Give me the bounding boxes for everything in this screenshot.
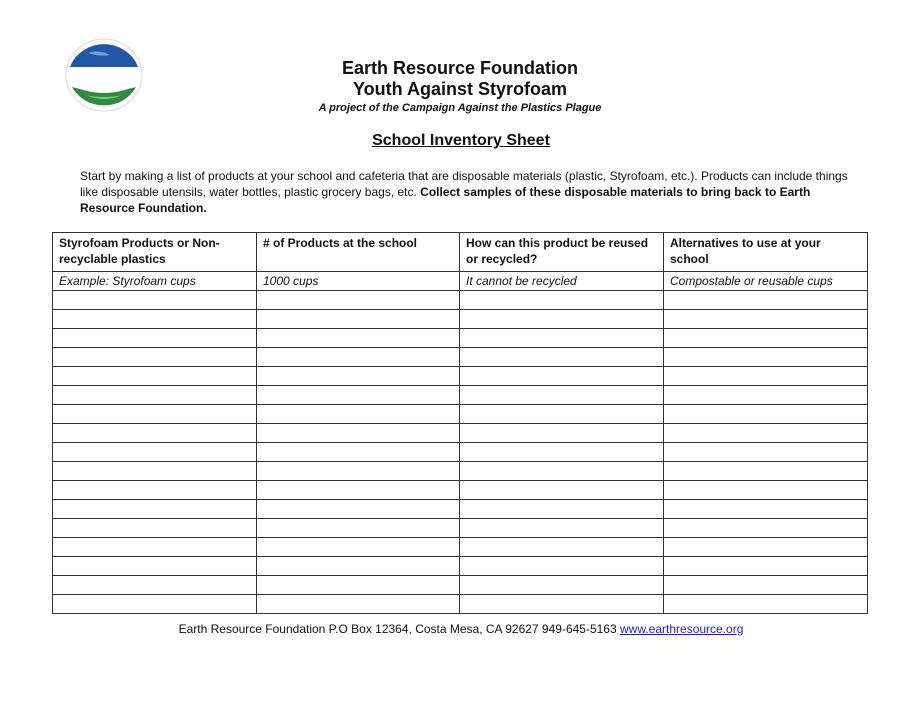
blank-cell[interactable] bbox=[53, 595, 257, 614]
blank-cell[interactable] bbox=[257, 367, 460, 386]
table-row bbox=[53, 595, 868, 614]
blank-cell[interactable] bbox=[257, 310, 460, 329]
blank-cell[interactable] bbox=[664, 519, 868, 538]
blank-cell[interactable] bbox=[460, 424, 664, 443]
blank-cell[interactable] bbox=[460, 291, 664, 310]
table-row bbox=[53, 519, 868, 538]
blank-cell[interactable] bbox=[664, 576, 868, 595]
blank-cell[interactable] bbox=[460, 405, 664, 424]
blank-cell[interactable] bbox=[53, 576, 257, 595]
table-row bbox=[53, 405, 868, 424]
blank-cell[interactable] bbox=[53, 519, 257, 538]
blank-cell[interactable] bbox=[53, 405, 257, 424]
blank-cell[interactable] bbox=[257, 557, 460, 576]
table-row bbox=[53, 500, 868, 519]
blank-cell[interactable] bbox=[664, 291, 868, 310]
blank-cell[interactable] bbox=[664, 443, 868, 462]
table-row bbox=[53, 443, 868, 462]
tagline: A project of the Campaign Against the Plastics Plague bbox=[318, 102, 602, 114]
table-row bbox=[53, 462, 868, 481]
blank-cell[interactable] bbox=[664, 538, 868, 557]
blank-cell[interactable] bbox=[460, 576, 664, 595]
document-header bbox=[200, 58, 720, 115]
example-reuse-cell: It cannot be recycled bbox=[460, 272, 664, 291]
example-row bbox=[53, 272, 868, 291]
blank-cell[interactable] bbox=[53, 538, 257, 557]
blank-cell[interactable] bbox=[460, 519, 664, 538]
blank-cell[interactable] bbox=[53, 462, 257, 481]
blank-cell[interactable] bbox=[664, 310, 868, 329]
blank-cell[interactable] bbox=[53, 443, 257, 462]
table-row bbox=[53, 367, 868, 386]
blank-cell[interactable] bbox=[257, 576, 460, 595]
blank-cell[interactable] bbox=[257, 519, 460, 538]
blank-cell[interactable] bbox=[460, 329, 664, 348]
blank-cell[interactable] bbox=[664, 329, 868, 348]
blank-cell[interactable] bbox=[257, 481, 460, 500]
blank-cell[interactable] bbox=[257, 595, 460, 614]
blank-cell[interactable] bbox=[53, 329, 257, 348]
blank-cell[interactable] bbox=[53, 500, 257, 519]
blank-cell[interactable] bbox=[664, 481, 868, 500]
table-row bbox=[53, 386, 868, 405]
blank-cell[interactable] bbox=[460, 462, 664, 481]
intro-text: Start by making a list of products at your school and cafeteria that are disposable materials (plastic, Styrofoam, etc.). Products can include things like disposable utensils, water bottles, plastic grocery bags, etc. bbox=[80, 169, 848, 199]
blank-cell[interactable] bbox=[664, 595, 868, 614]
website-link[interactable]: www.earthresource.org bbox=[620, 622, 744, 636]
blank-cell[interactable] bbox=[664, 367, 868, 386]
blank-cell[interactable] bbox=[664, 557, 868, 576]
blank-cell[interactable] bbox=[664, 500, 868, 519]
table-row bbox=[53, 329, 868, 348]
table-row bbox=[53, 424, 868, 443]
column-header-products: Styrofoam Products or Non-recyclable plastics bbox=[53, 233, 257, 272]
blank-cell[interactable] bbox=[53, 291, 257, 310]
blank-cell[interactable] bbox=[257, 405, 460, 424]
blank-cell[interactable] bbox=[664, 424, 868, 443]
blank-cell[interactable] bbox=[460, 443, 664, 462]
column-header-reuse: How can this product be reused or recycled? bbox=[460, 233, 664, 272]
blank-cell[interactable] bbox=[460, 310, 664, 329]
table-header-row bbox=[53, 233, 868, 272]
table-row bbox=[53, 310, 868, 329]
organization-name: Earth Resource Foundation bbox=[341, 58, 579, 78]
blank-cell[interactable] bbox=[257, 348, 460, 367]
blank-cell[interactable] bbox=[53, 557, 257, 576]
blank-cell[interactable] bbox=[53, 386, 257, 405]
table-row bbox=[53, 348, 868, 367]
program-name: Youth Against Styrofoam bbox=[352, 79, 567, 99]
blank-cell[interactable] bbox=[460, 348, 664, 367]
blank-cell[interactable] bbox=[257, 424, 460, 443]
blank-cell[interactable] bbox=[53, 424, 257, 443]
column-header-alternatives: Alternatives to use at your school bbox=[664, 233, 868, 272]
footer-contact-text: Earth Resource Foundation P.O Box 12364, Costa Mesa, CA 92627 949-645-5163 bbox=[178, 622, 620, 636]
table-row bbox=[53, 557, 868, 576]
blank-cell[interactable] bbox=[257, 291, 460, 310]
intro-bold-text: Collect samples of these disposable materials to bring back to Earth Resource Foundation. bbox=[80, 185, 811, 215]
blank-cell[interactable] bbox=[53, 348, 257, 367]
blank-cell[interactable] bbox=[257, 329, 460, 348]
blank-cell[interactable] bbox=[460, 481, 664, 500]
blank-cell[interactable] bbox=[257, 386, 460, 405]
table-row bbox=[53, 291, 868, 310]
blank-cell[interactable] bbox=[664, 348, 868, 367]
earth-resource-logo bbox=[58, 37, 150, 113]
blank-cell[interactable] bbox=[460, 386, 664, 405]
column-header-count: # of Products at the school bbox=[257, 233, 460, 272]
blank-cell[interactable] bbox=[257, 538, 460, 557]
blank-cell[interactable] bbox=[460, 500, 664, 519]
footer bbox=[0, 621, 922, 637]
blank-cell[interactable] bbox=[460, 595, 664, 614]
inventory-table bbox=[52, 232, 868, 614]
table-row bbox=[53, 481, 868, 500]
blank-cell[interactable] bbox=[460, 557, 664, 576]
example-product-cell: Example: Styrofoam cups bbox=[53, 272, 257, 291]
table-row bbox=[53, 576, 868, 595]
blank-cell[interactable] bbox=[460, 538, 664, 557]
blank-cell[interactable] bbox=[53, 367, 257, 386]
blank-cell[interactable] bbox=[460, 367, 664, 386]
blank-cell[interactable] bbox=[257, 443, 460, 462]
blank-cell[interactable] bbox=[664, 386, 868, 405]
blank-cell[interactable] bbox=[257, 462, 460, 481]
intro-paragraph bbox=[80, 168, 850, 216]
blank-cell[interactable] bbox=[257, 500, 460, 519]
earth-globe-icon bbox=[58, 37, 150, 113]
table-row bbox=[53, 538, 868, 557]
example-count-cell: 1000 cups bbox=[257, 272, 460, 291]
blank-cell[interactable] bbox=[53, 310, 257, 329]
blank-cell[interactable] bbox=[664, 405, 868, 424]
blank-cell[interactable] bbox=[664, 462, 868, 481]
blank-cell[interactable] bbox=[53, 481, 257, 500]
sheet-title: School Inventory Sheet bbox=[372, 132, 550, 149]
example-alternative-cell: Compostable or reusable cups bbox=[664, 272, 868, 291]
